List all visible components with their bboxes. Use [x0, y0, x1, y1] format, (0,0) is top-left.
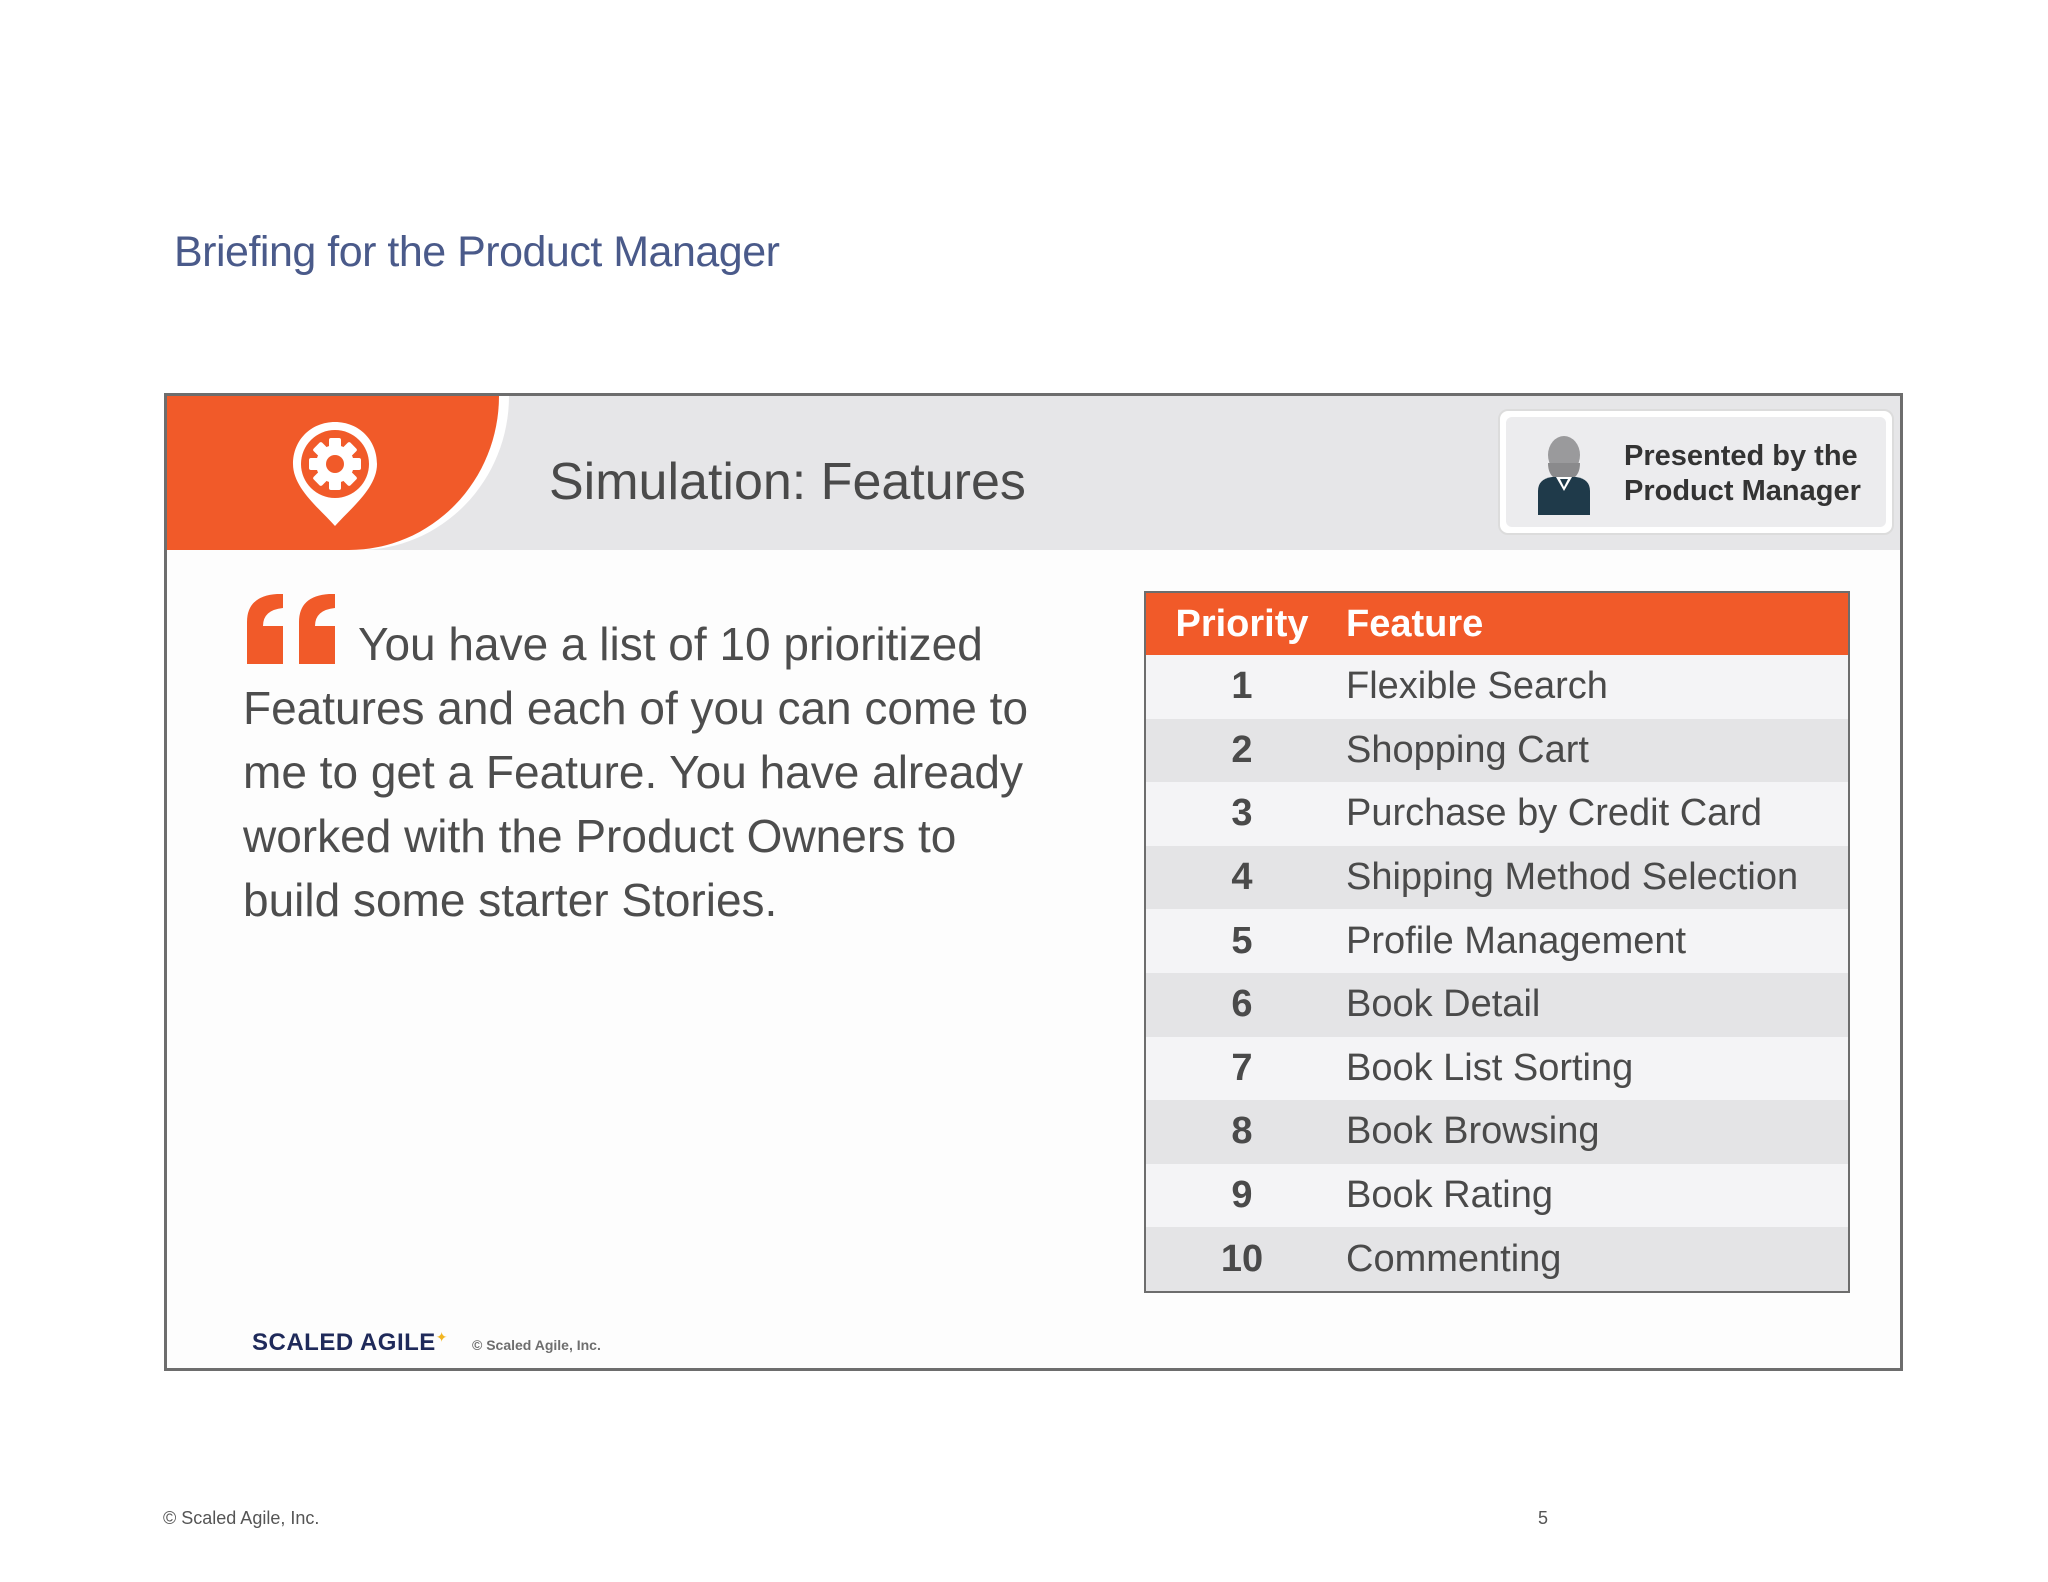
feature-cell: Purchase by Credit Card	[1346, 792, 1763, 835]
feature-table	[1144, 591, 1850, 1293]
table-row	[1146, 719, 1848, 783]
table-row	[1146, 1164, 1848, 1228]
priority-cell: 9	[1231, 1174, 1253, 1217]
feature-cell: Shipping Method Selection	[1346, 856, 1799, 899]
presenter-badge	[1498, 409, 1894, 535]
feature-cell: Shopping Cart	[1346, 728, 1589, 771]
feature-cell: Book Browsing	[1346, 1110, 1600, 1153]
priority-cell: 2	[1231, 728, 1253, 771]
table-row	[1146, 655, 1848, 719]
slide-copyright: © Scaled Agile, Inc.	[472, 1337, 601, 1353]
person-icon	[1534, 433, 1594, 515]
feature-cell: Book List Sorting	[1346, 1046, 1634, 1089]
feature-cell: Book Rating	[1346, 1174, 1554, 1217]
slide-image	[164, 393, 1903, 1371]
priority-cell: 4	[1231, 856, 1253, 899]
footer-copyright: © Scaled Agile, Inc.	[163, 1508, 320, 1528]
gear-pin-icon	[289, 418, 381, 530]
page-heading: Briefing for the Product Manager	[174, 228, 780, 276]
priority-cell: 7	[1231, 1046, 1253, 1089]
feature-cell: Commenting	[1346, 1237, 1562, 1280]
page-number: 5	[1538, 1508, 1549, 1528]
priority-cell: 5	[1231, 919, 1253, 962]
scaled-agile-logo	[252, 1329, 448, 1357]
presenter-badge-inner	[1506, 417, 1886, 527]
priority-cell: 3	[1231, 792, 1253, 835]
table-row	[1146, 973, 1848, 1037]
star-icon: ✦	[435, 1329, 449, 1345]
table-row	[1146, 846, 1848, 910]
quote-text: You have a list of 10 prioritized Features and each of you can come to me to get a Feature. You have already worked with the Product Owners to build some starter Stories.	[243, 618, 1029, 926]
priority-cell: 8	[1231, 1110, 1253, 1153]
brand-text: SCALED AGILE	[252, 1329, 436, 1356]
feature-cell: Flexible Search	[1346, 665, 1608, 708]
table-header	[1146, 593, 1848, 655]
priority-cell: 10	[1220, 1237, 1264, 1280]
feature-cell: Book Detail	[1346, 983, 1541, 1026]
feature-cell: Profile Management	[1346, 919, 1687, 962]
presenter-label: Presented by the Product Manager	[1624, 440, 1861, 507]
header-priority: Priority	[1175, 602, 1309, 645]
table-row	[1146, 1037, 1848, 1101]
header-feature: Feature	[1346, 602, 1484, 645]
table-row	[1146, 1100, 1848, 1164]
slide-title: Simulation: Features	[549, 453, 1026, 511]
table-row	[1146, 909, 1848, 973]
priority-cell: 1	[1231, 665, 1253, 708]
table-row	[1146, 1227, 1848, 1291]
priority-cell: 6	[1231, 983, 1253, 1026]
table-row	[1146, 782, 1848, 846]
